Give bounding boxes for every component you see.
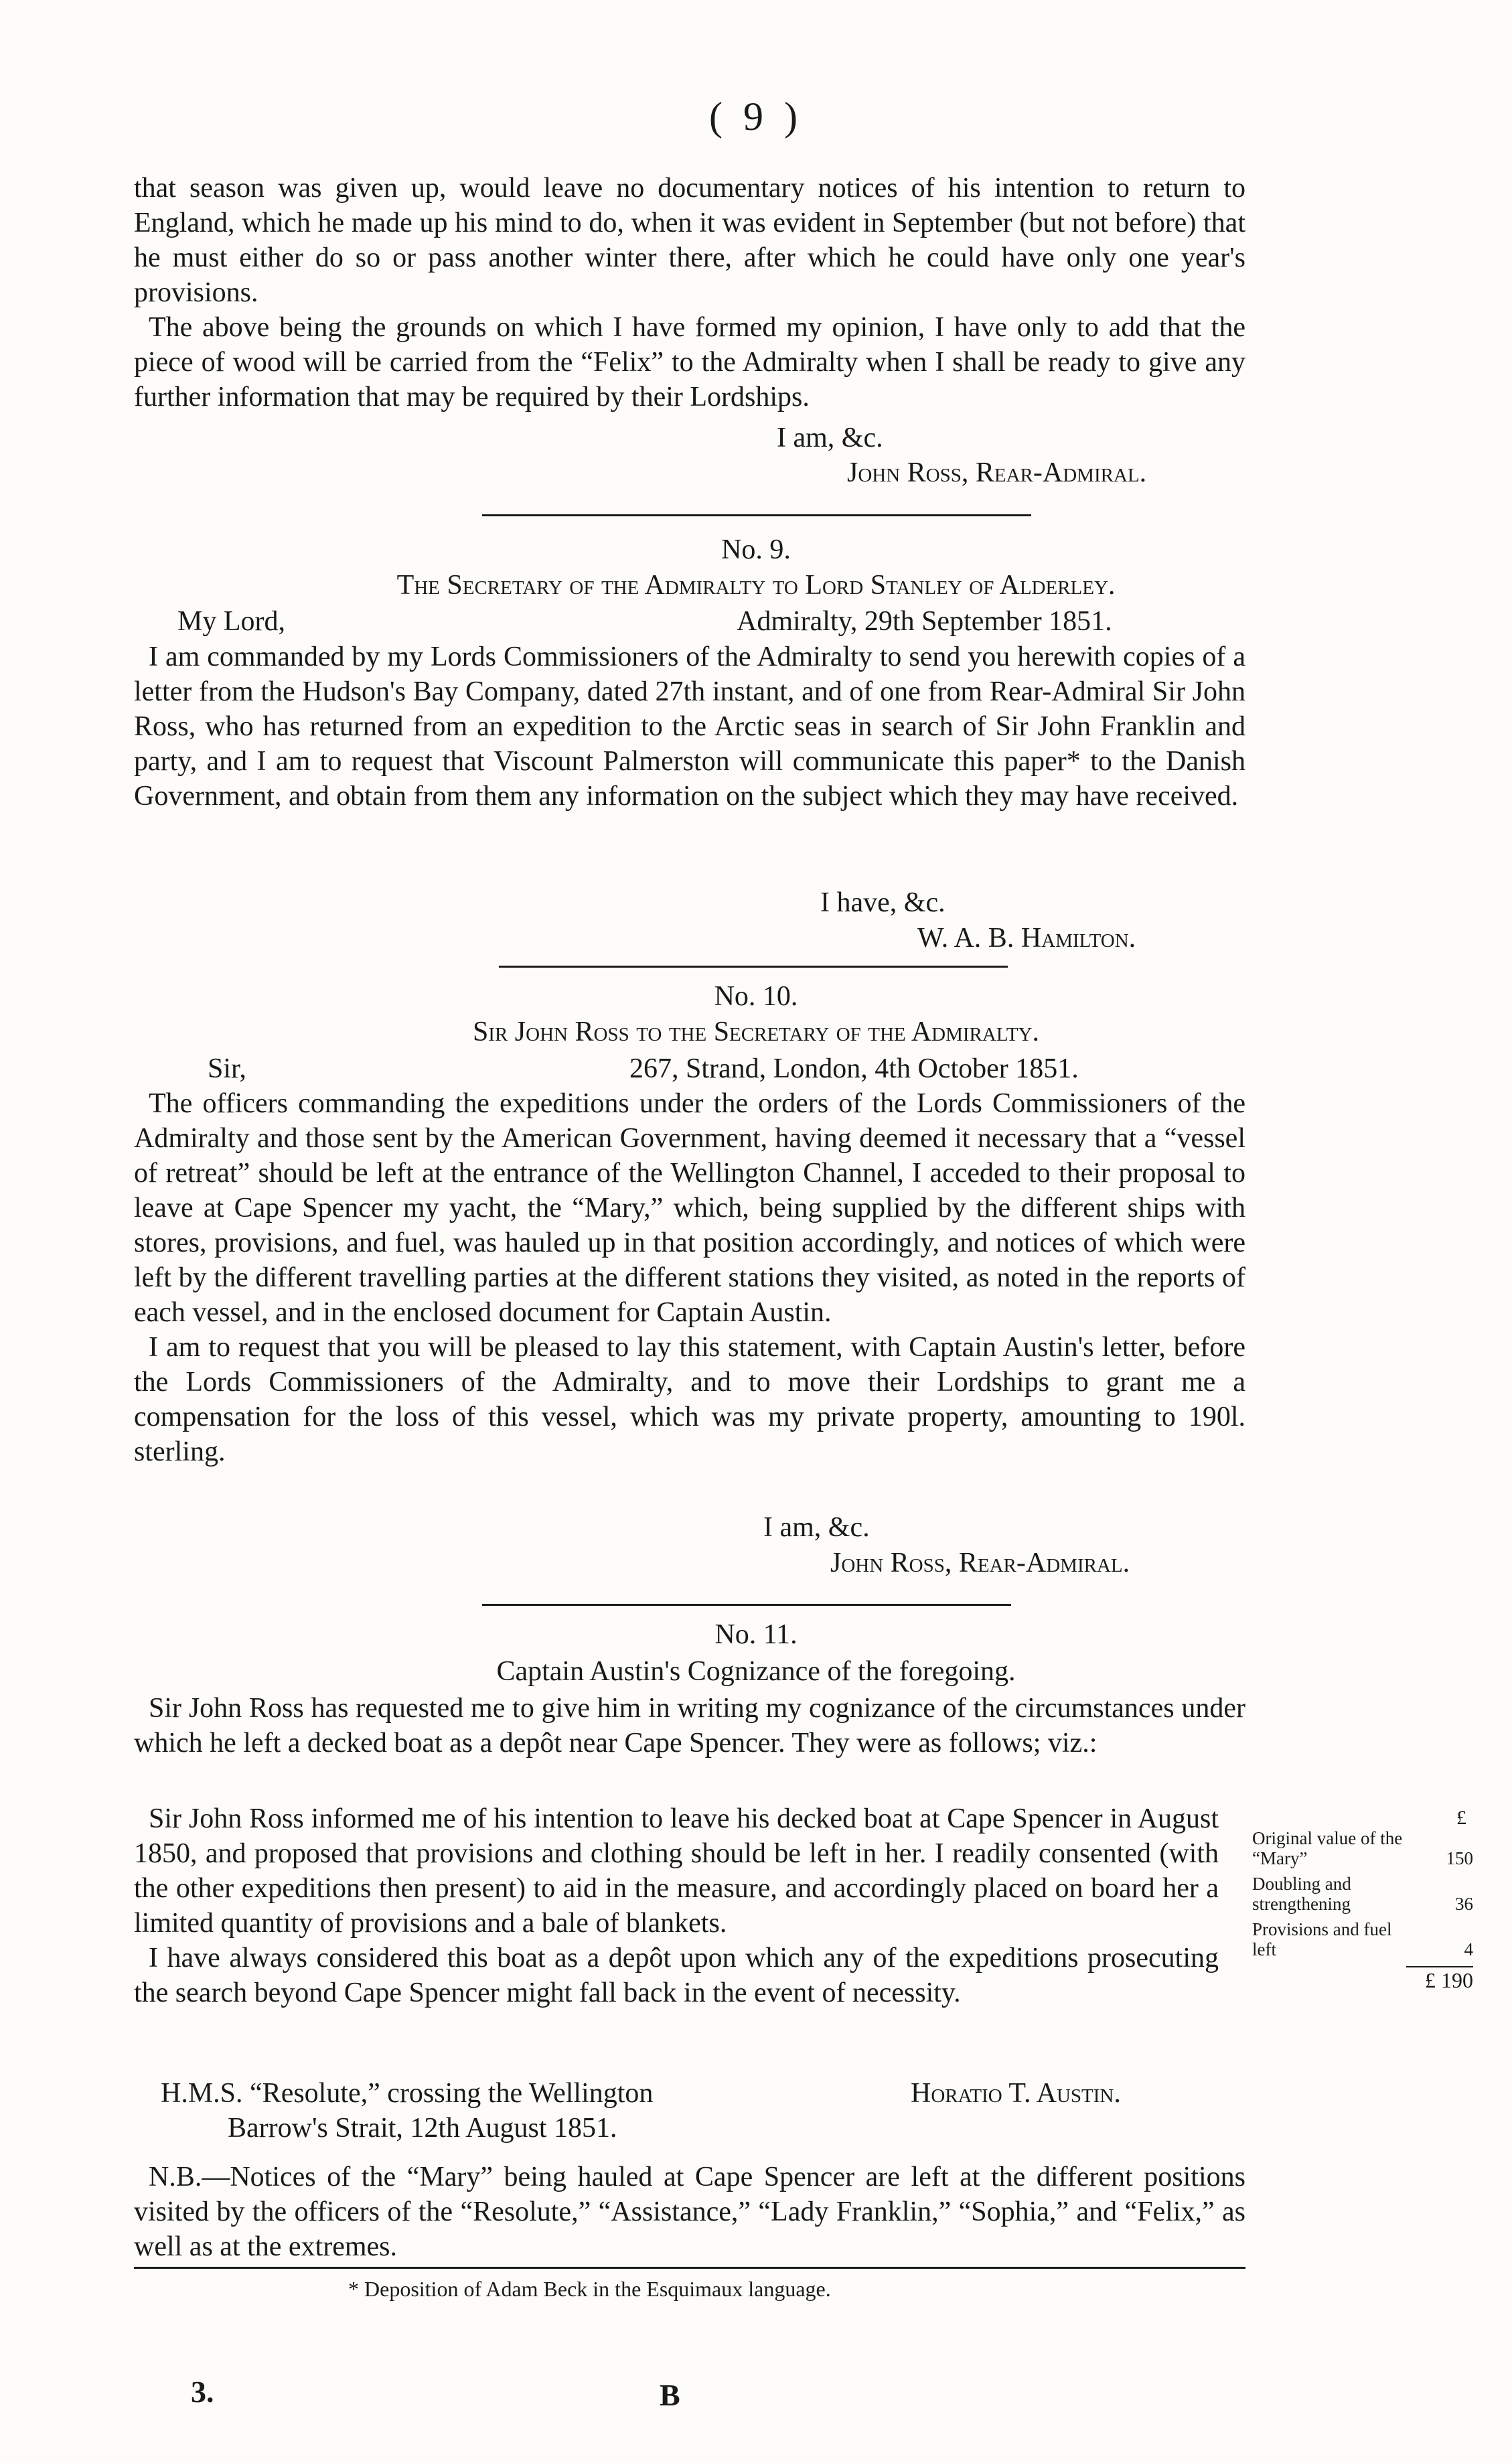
no11-paragraph-1: Sir John Ross has requested me to give him in writing my cognizance of the circumstances under which he left a decked boat as a depôt near Cape Spencer. They were as follows; viz.: xyxy=(134,1693,1245,1759)
margin-row-amount: 4 xyxy=(1464,1939,1473,1959)
no11-nb-section xyxy=(134,2160,1245,2264)
no11-place-date: Barrow's Strait, 12th August 1851. xyxy=(228,2113,617,2144)
no11-title: Captain Austin's Cognizance of the foregoing. xyxy=(496,1656,1016,1687)
no9-signature: W. A. B. Hamilton. xyxy=(917,923,1136,954)
no11-signature: Horatio T. Austin. xyxy=(911,2078,1121,2109)
intro-closing: I am, &c. xyxy=(777,423,883,453)
no10-closing: I am, &c. xyxy=(763,1512,870,1543)
margin-row-amount: 36 xyxy=(1455,1894,1473,1914)
margin-total-rule xyxy=(1406,1966,1473,1967)
page-number: ( 9 ) xyxy=(709,94,803,139)
footer-sheet-number: 3. xyxy=(191,2375,214,2409)
no9-closing: I have, &c. xyxy=(820,887,946,918)
margin-row-amount: 150 xyxy=(1446,1848,1473,1868)
no9-salutation: My Lord, xyxy=(177,606,285,637)
no10-salutation: Sir, xyxy=(208,1053,246,1084)
no9-dateline: Admiralty, 29th September 1851. xyxy=(737,606,1112,637)
no10-title: Sir John Ross to the Secretary of the Admiralty. xyxy=(472,1017,1040,1047)
footnote: * Deposition of Adam Beck in the Esquimaux language. xyxy=(348,2277,831,2301)
no10-paragraph-1: The officers commanding the expeditions under the orders of the Lords Commissioners of the Admiralty and those sent by the American Government, having deemed it necessary that a “vessel of retreat” should be left at the entrance of the Wellington Channel, I acceded to their proposal to leave at Cape Spencer my yacht, the “Mary,” which, being supplied by the different ships with stores, provisions, and fuel, was hauled up in that position accordingly, and notices of which were left by the different travelling parties at the different stations they visited, as noted in the reports of each vessel, and in the enclosed document for Captain Austin. xyxy=(134,1088,1245,1328)
margin-row-label: Doubling and strengthening xyxy=(1252,1874,1351,1914)
divider-rule xyxy=(499,966,1008,968)
no10-number: No. 10. xyxy=(714,981,798,1012)
margin-row-label: Provisions and fuel left xyxy=(1252,1919,1392,1959)
divider-rule xyxy=(482,1604,1011,1606)
no11-body-section xyxy=(134,1801,1219,2010)
margin-row xyxy=(1252,1828,1473,1868)
intro-paragraph-1: that season was given up, would leave no documentary notices of his intention to return to England, which he made up his mind to do, when it was evident in September (but not before) that he must either do so or pass another winter there, after which he could have only one year's provisions. xyxy=(134,173,1245,308)
intro-signature: John Ross, Rear-Admiral. xyxy=(847,457,1147,488)
margin-row xyxy=(1252,1919,1473,1959)
margin-row xyxy=(1252,1874,1473,1914)
intro-paragraph-2: The above being the grounds on which I have formed my opinion, I have only to add that the piece of wood will be carried from the “Felix” to the Admiralty when I shall be ready to give any further information that may be required by their Lordships. xyxy=(134,312,1245,413)
no9-title: The Secretary of the Admiralty to Lord Stanley of Alderley. xyxy=(396,570,1116,601)
margin-note xyxy=(1252,1808,1473,1990)
divider-rule xyxy=(482,514,1031,516)
intro-section xyxy=(134,171,1245,415)
no11-nb: N.B.—Notices of the “Mary” being hauled at Cape Spencer are left at the different positions visited by the officers of the “Resolute,” “Assistance,” “Lady Franklin,” “Sophia,” and “Felix,” as well as at the extremes. xyxy=(134,2162,1245,2262)
no11-paragraph-1-section xyxy=(134,1691,1245,1761)
no11-paragraph-2: Sir John Ross informed me of his intention to leave his decked boat at Cape Spencer in August 1850, and proposed that provisions and clothing should be left in her. I readily consented (with the other expeditions then present) to aid in the measure, and accordingly placed on board her a limited quantity of provisions and a bale of blankets. xyxy=(134,1803,1219,1939)
no10-paragraph-2: I am to request that you will be pleased to lay this statement, with Captain Austin's letter, before the Lords Commissioners of the Admiralty, and to move their Lordships to grant me a compensation for the loss of this vessel, which was my private property, amounting to 190l. sterling. xyxy=(134,1332,1245,1467)
no9-body: I am commanded by my Lords Commissioners of the Admiralty to send you herewith copies of a letter from the Hudson's Bay Company, dated 27th instant, and of one from Rear-Admiral Sir John Ross, who has returned from an expedition to the Arctic seas in search of Sir John Franklin and party, and I am to request that Viscount Palmerston will communicate this paper* to the Danish Government, and obtain from them any information on the subject which they may have received. xyxy=(134,642,1245,812)
no10-body-section xyxy=(134,1086,1245,1469)
no10-signature: John Ross, Rear-Admiral. xyxy=(830,1548,1130,1578)
no9-number: No. 9. xyxy=(721,534,791,565)
footer-signature-mark: B xyxy=(660,2378,680,2412)
no11-paragraph-3: I have always considered this boat as a depôt upon which any of the expeditions prosecuting the search beyond Cape Spencer might fall back in the event of necessity. xyxy=(134,1943,1219,2008)
no11-ship: H.M.S. “Resolute,” crossing the Wellington xyxy=(161,2078,654,2109)
margin-total: £ 190 xyxy=(1425,1968,1473,1992)
no10-dateline: 267, Strand, London, 4th October 1851. xyxy=(629,1053,1079,1084)
no9-body-section xyxy=(134,640,1245,814)
footnote-rule xyxy=(134,2267,1245,2269)
no11-number: No. 11. xyxy=(714,1619,798,1650)
margin-currency: £ xyxy=(1456,1807,1466,1829)
margin-row-label: Original value of the “Mary” xyxy=(1252,1828,1403,1868)
